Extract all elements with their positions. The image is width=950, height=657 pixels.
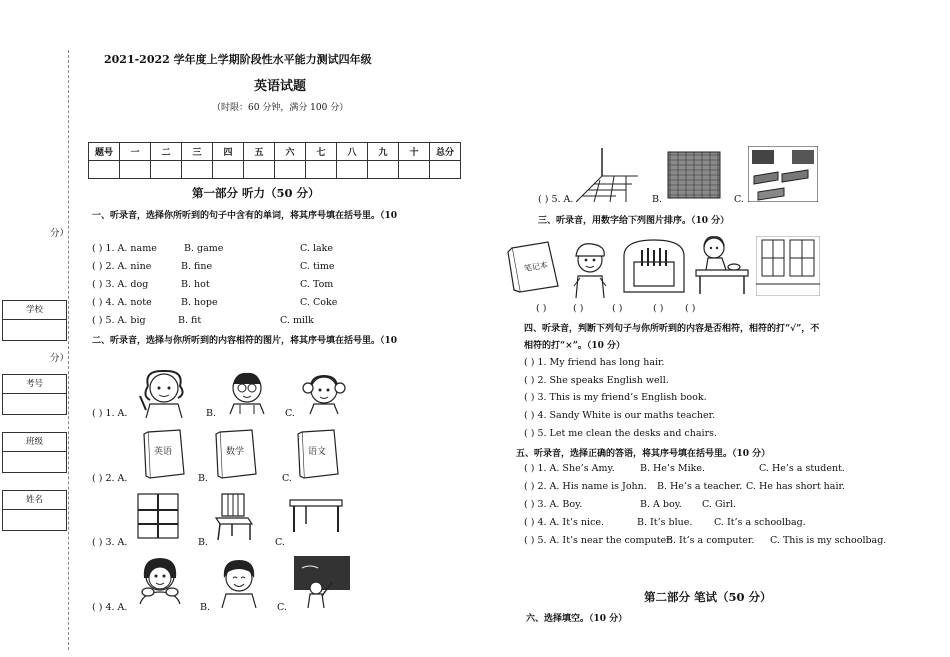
score-header-cell: 六 (275, 143, 306, 161)
sec2-item-c: C. (282, 473, 292, 484)
sec5-option-b: B. He’s Mike. (640, 463, 706, 474)
sec2-item-c: C. (277, 602, 287, 613)
exam-number-field[interactable] (3, 394, 66, 414)
sec1-item-c: C. Tom (300, 279, 334, 290)
sec5-option-c: C. It’s a schoolbag. (714, 517, 806, 528)
sec2-item-b: B. (200, 602, 211, 613)
sec1-item-b: B. fine (181, 261, 213, 272)
sec5-option-c: C. Girl. (702, 499, 737, 510)
boy-glasses-icon (222, 368, 272, 414)
school-box (2, 300, 67, 341)
sec6-title: 六、选择填空。（10 分） (526, 614, 628, 624)
english-book-icon (140, 426, 188, 482)
blackboard-teacher-icon (292, 554, 352, 608)
floor-icon (576, 146, 638, 202)
sec2-item-a: ( ) 4. A. (92, 602, 128, 613)
schoolbag-icon (618, 236, 690, 298)
score-cell[interactable] (120, 161, 151, 179)
chair-icon (208, 490, 258, 542)
class-box (2, 432, 67, 473)
sec1-item-b: B. game (184, 243, 224, 254)
exam-title: 2021-2022 学年度上学期阶段性水平能力测试四年级 (104, 53, 372, 66)
sec2-item-a: ( ) 1. A. (92, 408, 128, 419)
sec5-option-b: B. It’s a computer. (666, 535, 755, 546)
sec2-item5-a: ( ) 5. A. (538, 194, 574, 205)
sec1-item-c: C. Coke (300, 297, 338, 308)
sec2-item-a: ( ) 2. A. (92, 473, 128, 484)
math-book-label: 数学 (226, 447, 245, 457)
sec5-option-a: ( ) 3. A. Boy. (524, 499, 583, 510)
sec5-option-a: ( ) 2. A. His name is John. (524, 481, 647, 492)
score-cell[interactable] (213, 161, 244, 179)
sec1-item-a: ( ) 4. A. note (92, 297, 152, 308)
class-label: 班级 (3, 433, 66, 452)
score-header-cell: 四 (213, 143, 244, 161)
chinese-book-label: 语文 (308, 447, 327, 457)
sec3-blank[interactable]: ( ) (573, 303, 584, 314)
girl-cap-icon (566, 236, 616, 298)
score-cell[interactable] (151, 161, 182, 179)
sec1-item-c: C. time (300, 261, 335, 272)
sec4-item: ( ) 2. She speaks English well. (524, 375, 669, 386)
sec2-item-b: B. (206, 408, 217, 419)
sec5-option-a: ( ) 1. A. She’s Amy. (524, 463, 615, 474)
english-book-label: 英语 (154, 447, 173, 457)
curly-hair-girl-icon (134, 366, 194, 418)
side-fen-1: 分） (50, 228, 70, 239)
thinking-girl-icon (132, 552, 188, 608)
sec2-item5-c: C. (734, 194, 744, 205)
sec4-title-cont: 相符的打“×”。（10 分） (524, 341, 626, 351)
score-header-cell: 总分 (430, 143, 461, 161)
part1-title: 第一部分 听力（50 分） (192, 186, 320, 200)
sec5-option-c: C. He has short hair. (746, 481, 846, 492)
score-header-cell: 七 (306, 143, 337, 161)
notebook-label: 笔记本 (523, 260, 549, 274)
score-header-cell: 题号 (89, 143, 120, 161)
class-field[interactable] (3, 452, 66, 472)
smiling-girl-icon (214, 554, 264, 608)
sec1-item-b: B. hot (181, 279, 210, 290)
sec5-option-b: B. He’s a teacher. (657, 481, 743, 492)
desk-icon (286, 494, 346, 534)
sec4-item: ( ) 5. Let me clean the desks and chairs. (524, 428, 718, 439)
score-cell[interactable] (430, 161, 461, 179)
sec3-blank[interactable]: ( ) (536, 303, 547, 314)
score-header-row (89, 143, 461, 161)
chinese-book-icon (294, 426, 344, 482)
girl-bows-icon (300, 368, 348, 414)
sec3-blank[interactable]: ( ) (612, 303, 623, 314)
score-cell[interactable] (306, 161, 337, 179)
score-header-cell: 二 (151, 143, 182, 161)
sec2-item-b: B. (198, 473, 209, 484)
school-label: 学校 (3, 301, 66, 320)
score-cell[interactable] (275, 161, 306, 179)
score-cell[interactable] (244, 161, 275, 179)
score-cell[interactable] (368, 161, 399, 179)
score-table (88, 142, 461, 179)
side-fen-2: 分） (50, 353, 70, 364)
sec1-item-b: B. hope (181, 297, 218, 308)
sec2-item-c: C. (285, 408, 295, 419)
school-field[interactable] (3, 320, 66, 340)
score-cell[interactable] (182, 161, 213, 179)
sec5-option-c: C. This is my schoolbag. (770, 535, 887, 546)
exam-number-box (2, 374, 67, 415)
sec5-option-b: B. It’s blue. (637, 517, 693, 528)
sec1-item-c: C. milk (280, 315, 314, 326)
sec2-item-c: C. (275, 537, 285, 548)
sec3-blank[interactable]: ( ) (685, 303, 696, 314)
sec2-item-b: B. (198, 537, 209, 548)
exam-number-label: 考号 (3, 375, 66, 394)
sec3-title: 三、听录音，用数字给下列图片排序。（10 分） (538, 216, 730, 226)
score-header-cell: 九 (368, 143, 399, 161)
sec5-title: 五、听录音，选择正确的答语，将其序号填在括号里。（10 分） (516, 449, 771, 459)
score-value-row (89, 161, 461, 179)
sec4-item: ( ) 4. Sandy White is our maths teacher. (524, 410, 716, 421)
name-field[interactable] (3, 510, 66, 530)
score-cell[interactable] (337, 161, 368, 179)
name-box (2, 490, 67, 531)
sec5-option-b: B. A boy. (640, 499, 682, 510)
sec5-option-a: ( ) 5. A. It’s near the computer. (524, 535, 673, 546)
window-classroom-icon (756, 236, 820, 296)
score-header-cell: 八 (337, 143, 368, 161)
sec1-title: 一、听录音，选择你所听到的句子中含有的单词，将其序号填在括号里。（10 (92, 211, 398, 221)
sec2-item5-b: B. (652, 194, 663, 205)
part2-title: 第二部分 笔试（50 分） (644, 590, 772, 604)
boy-cleaning-desk-icon (694, 234, 750, 296)
sec1-item-a: ( ) 1. A. name (92, 243, 157, 254)
score-header-cell: 三 (182, 143, 213, 161)
math-book-icon (212, 426, 262, 482)
sec1-item-c: C. lake (300, 243, 334, 254)
sec2-item-a: ( ) 3. A. (92, 537, 128, 548)
score-cell[interactable] (89, 161, 120, 179)
sec5-option-a: ( ) 4. A. It’s nice. (524, 517, 605, 528)
score-header-cell: 五 (244, 143, 275, 161)
window-icon (134, 492, 182, 542)
time-note: （时限：60 分钟，满分 100 分） (212, 103, 349, 113)
score-header-cell: 十 (399, 143, 430, 161)
sec2-title: 二、听录音，选择与你所听到的内容相符的图片，将其序号填在括号里。（10 (92, 336, 398, 346)
sec1-item-a: ( ) 2. A. nine (92, 261, 152, 272)
sec1-item-a: ( ) 5. A. big (92, 315, 146, 326)
sec4-title: 四、听录音，判断下列句子与你所听到的内容是否相符，相符的打“√”，不 (524, 324, 820, 334)
sec3-blank[interactable]: ( ) (653, 303, 664, 314)
notebook-icon (506, 238, 564, 296)
subject-title: 英语试题 (254, 79, 307, 94)
sec4-item: ( ) 1. My friend has long hair. (524, 357, 665, 368)
name-label: 姓名 (3, 491, 66, 510)
sec1-item-b: B. fit (178, 315, 202, 326)
sec1-item-a: ( ) 3. A. dog (92, 279, 149, 290)
sec4-item: ( ) 3. This is my friend’s English book. (524, 392, 707, 403)
score-cell[interactable] (399, 161, 430, 179)
wall-icon (666, 150, 722, 200)
sec5-option-c: C. He’s a student. (759, 463, 845, 474)
classroom-icon (748, 146, 818, 202)
score-header-cell: 一 (120, 143, 151, 161)
